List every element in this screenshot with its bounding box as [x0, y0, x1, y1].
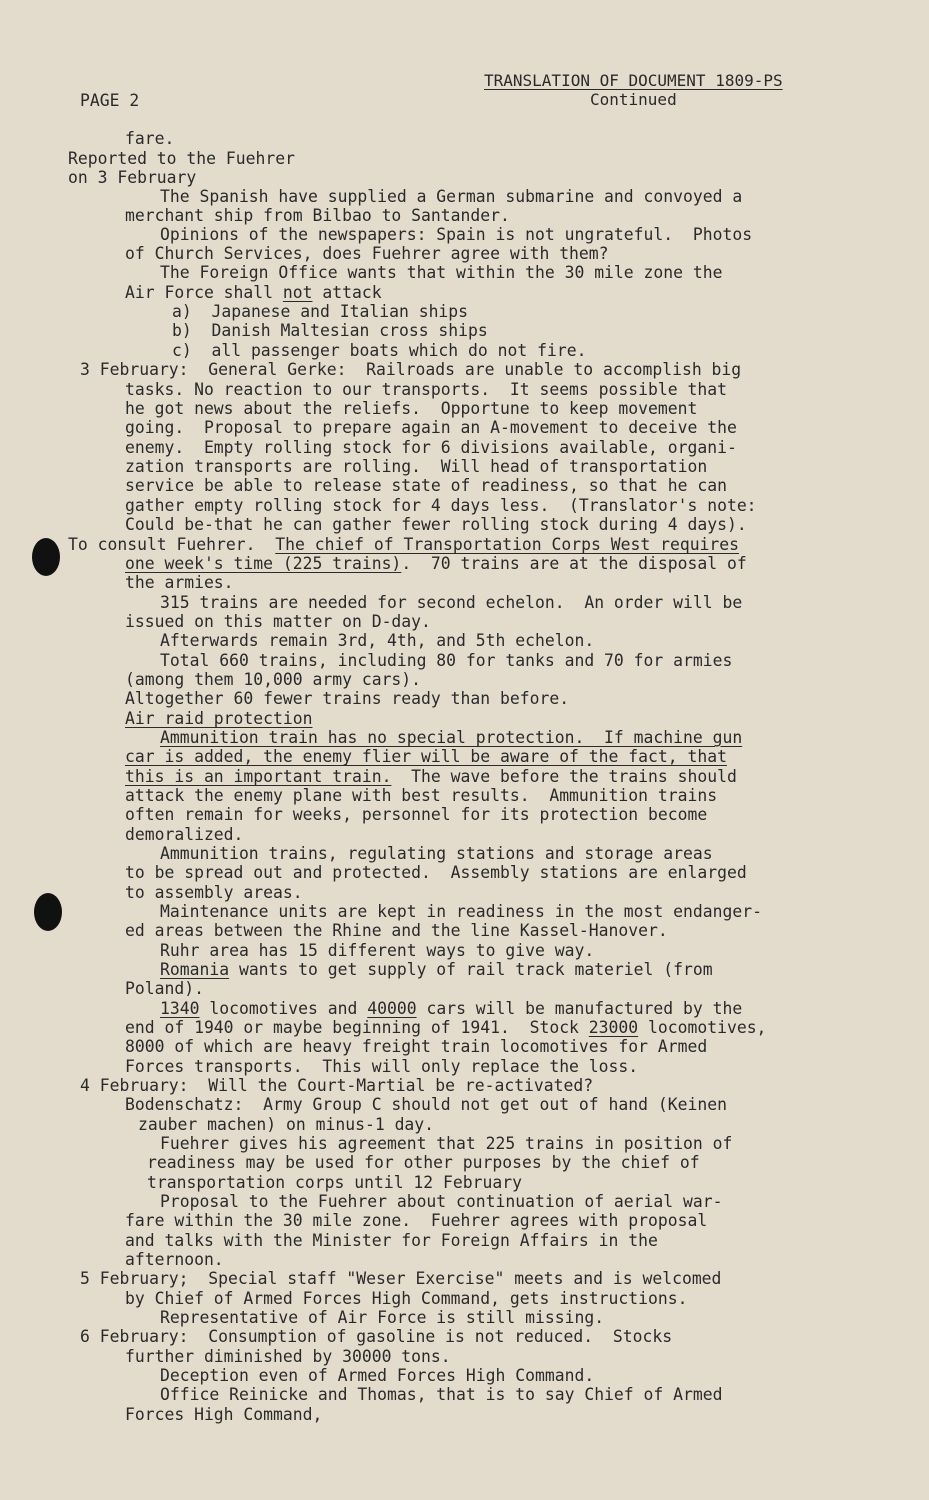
text-line: fare. [125, 129, 175, 148]
text-line: Ammunition train has no special protection. If machine gun [160, 728, 743, 747]
text-line: going. Proposal to prepare again an A-movement to deceive the [125, 418, 737, 437]
text-line: Afterwards remain 3rd, 4th, and 5th echelon. [160, 631, 595, 650]
text-line: issued on this matter on D-day. [125, 612, 431, 631]
text-line: 8000 of which are heavy freight train locomotives for Armed [125, 1037, 708, 1056]
text-line: Reported to the Fuehrer [68, 149, 295, 168]
text-line: Representative of Air Force is still missing. [160, 1308, 605, 1327]
text-line: gather empty rolling stock for 4 days less. (Translator's note: [125, 496, 757, 515]
text-line: afternoon. [125, 1250, 224, 1269]
text-line: 6 February: Consumption of gasoline is not reduced. Stocks [80, 1327, 673, 1346]
text-line: Fuehrer gives his agreement that 225 trains in position of [160, 1134, 733, 1153]
document-subtitle: Continued [590, 90, 677, 109]
text-line: Poland). [125, 979, 204, 998]
document-title: TRANSLATION OF DOCUMENT 1809-PS [484, 71, 783, 90]
text-line: 3 February: General Gerke: Railroads are unable to accomplish big [80, 360, 742, 379]
text-line: Forces High Command, [125, 1405, 323, 1424]
text-line: this is an important train. The wave before the trains should [125, 767, 737, 786]
text-line: (among them 10,000 army cars). [125, 670, 422, 689]
text-line: demoralized. [125, 825, 244, 844]
text-line: Deception even of Armed Forces High Command. [160, 1366, 595, 1385]
text-line: by Chief of Armed Forces High Command, gets instructions. [125, 1289, 688, 1308]
text-line: Total 660 trains, including 80 for tanks and 70 for armies [160, 651, 733, 670]
text-line: transportation corps until 12 February [147, 1173, 522, 1192]
text-line: to assembly areas. [125, 883, 303, 902]
text-line: merchant ship from Bilbao to Santander. [125, 206, 510, 225]
text-line: readiness may be used for other purposes by the chief of [147, 1153, 700, 1172]
text-line: Proposal to the Fuehrer about continuation of aerial war- [160, 1192, 723, 1211]
text-line: attack the enemy plane with best results. Ammunition trains [125, 786, 718, 805]
text-line: 4 February: Will the Court-Martial be re-activated? [80, 1076, 594, 1095]
text-line: Opinions of the newspapers: Spain is not ungrateful. Photos [160, 225, 753, 244]
text-line: Could be-that he can gather fewer rolling stock during 4 days). [125, 515, 747, 534]
text-line: Altogether 60 fewer trains ready than before. [125, 689, 570, 708]
text-line: enemy. Empty rolling stock for 6 divisions available, organi- [125, 438, 737, 457]
text-line: ed areas between the Rhine and the line Kassel-Hanover. [125, 921, 668, 940]
text-line: c) all passenger boats which do not fire. [172, 341, 587, 360]
text-line: to be spread out and protected. Assembly stations are enlarged [125, 863, 747, 882]
text-line: Romania wants to get supply of rail track materiel (from [160, 960, 713, 979]
text-line: zation transports are rolling. Will head of transportation [125, 457, 708, 476]
text-line: The Spanish have supplied a German submarine and convoyed a [160, 187, 743, 206]
text-line: To consult Fuehrer. The chief of Transportation Corps West requires [68, 535, 740, 554]
text-line: service be able to release state of readiness, so that he can [125, 476, 727, 495]
page-number: PAGE 2 [80, 91, 140, 110]
section-heading: Air raid protection [125, 709, 313, 728]
text-line: end of 1940 or maybe beginning of 1941. Stock 23000 locomotives, [125, 1018, 767, 1037]
text-line: The Foreign Office wants that within the 30 mile zone the [160, 263, 723, 282]
text-line: fare within the 30 mile zone. Fuehrer agrees with proposal [125, 1211, 708, 1230]
text-line: car is added, the enemy flier will be aware of the fact, that [125, 747, 727, 766]
text-line: further diminished by 30000 tons. [125, 1347, 451, 1366]
text-line: Air Force shall not attack [125, 283, 382, 302]
text-line: b) Danish Maltesian cross ships [172, 321, 488, 340]
text-line: often remain for weeks, personnel for its protection become [125, 805, 708, 824]
text-line: of Church Services, does Fuehrer agree with them? [125, 244, 609, 263]
text-line: Forces transports. This will only replace the loss. [125, 1057, 639, 1076]
text-line: Office Reinicke and Thomas, that is to say Chief of Armed [160, 1385, 723, 1404]
text-line: one week's time (225 trains). 70 trains are at the disposal of [125, 554, 747, 573]
text-line: and talks with the Minister for Foreign Affairs in the [125, 1231, 658, 1250]
text-line: tasks. No reaction to our transports. It seems possible that [125, 380, 727, 399]
text-line: 1340 locomotives and 40000 cars will be manufactured by the [160, 999, 743, 1018]
text-line: Ruhr area has 15 different ways to give way. [160, 941, 595, 960]
text-line: Ammunition trains, regulating stations and storage areas [160, 844, 713, 863]
text-line: Bodenschatz: Army Group C should not get out of hand (Keinen [125, 1095, 727, 1114]
text-line: he got news about the reliefs. Opportune to keep movement [125, 399, 698, 418]
text-line: a) Japanese and Italian ships [172, 302, 469, 321]
text-line: 5 February; Special staff "Weser Exercise" meets and is welcomed [80, 1269, 722, 1288]
punch-hole-bottom [34, 893, 62, 931]
text-line: Maintenance units are kept in readiness in the most endanger- [160, 902, 762, 921]
text-line: 315 trains are needed for second echelon. An order will be [160, 593, 743, 612]
punch-hole-top [32, 538, 60, 576]
text-line: zauber machen) on minus-1 day. [138, 1115, 435, 1134]
text-line: on 3 February [68, 168, 197, 187]
text-line: the armies. [125, 573, 234, 592]
